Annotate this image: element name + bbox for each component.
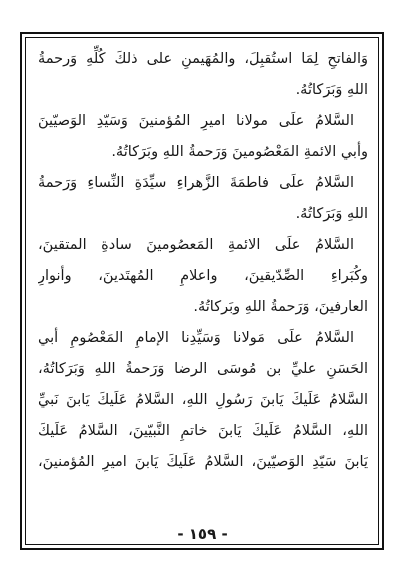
text-line: السَّلامُ علَى الائمةِ المَعصُومينَ سادةِ المتقينَ، (38, 237, 354, 253)
text-line: اللهِ، السَّلامُ عَلَيكَ يَابنَ خاتمِ النَّبيّينَ، السَّلامُ عَلَيكَ (38, 423, 368, 439)
text-line: العارفينَ، وَرَحمةُ اللهِ وبَركاتُهُ. (193, 299, 368, 315)
text-line: السَّلامُ علَى فاطمَةَ الزَّهراءِ سيِّدَةِ النِّساءِ وَرَحمةُ (38, 175, 354, 191)
prayer-text (38, 44, 368, 478)
text-line: يَابنَ سَيّدِ الوَصيّينَ، السَّلامُ عَلَيكَ يَابنَ اميرِ المُؤمنينَ، (38, 454, 368, 470)
text-line: السَّلامُ علَى مولانا اميرِ المُؤمنينَ وَسَيّدِ الوَصيّينَ (38, 113, 354, 129)
text-line: اللهِ وَبَرَكاتُهُ. (295, 82, 368, 98)
text-line: وَالفاتحِ لِمَا استُقبِلَ، والمُهَيمنِ على ذلكَ كُلِّهِ وَرحمةُ (38, 51, 368, 67)
text-line: وأبي الائمةِ المَعْصُومينَ وَرَحمةُ اللهِ وبَرَكاتُهُ. (111, 144, 368, 160)
text-line: السَّلامُ عَلَيكَ يَابنَ رَسُولِ اللهِ، السَّلامُ عَلَيكَ يَابنَ نَبيِّ (38, 392, 368, 408)
text-line: السَّلامُ علَى مَولانا وَسَيِّدِنا الإمامِ المَعْصُومِ أبي (38, 330, 354, 346)
text-line: الحَسَنِ عليِّ بن مُوسَى الرضا وَرَحمةُ اللهِ وَبَرَكاتُهُ، (38, 361, 368, 377)
text-line: وكُبَراءِ الصِّدّيقينَ، واعلامِ المُهتَدينَ، وأنوارِ (38, 268, 368, 284)
page-number: - ١٥٩ - (177, 525, 228, 543)
text-line: اللهِ وَبَرَكاتُهُ. (295, 206, 368, 222)
